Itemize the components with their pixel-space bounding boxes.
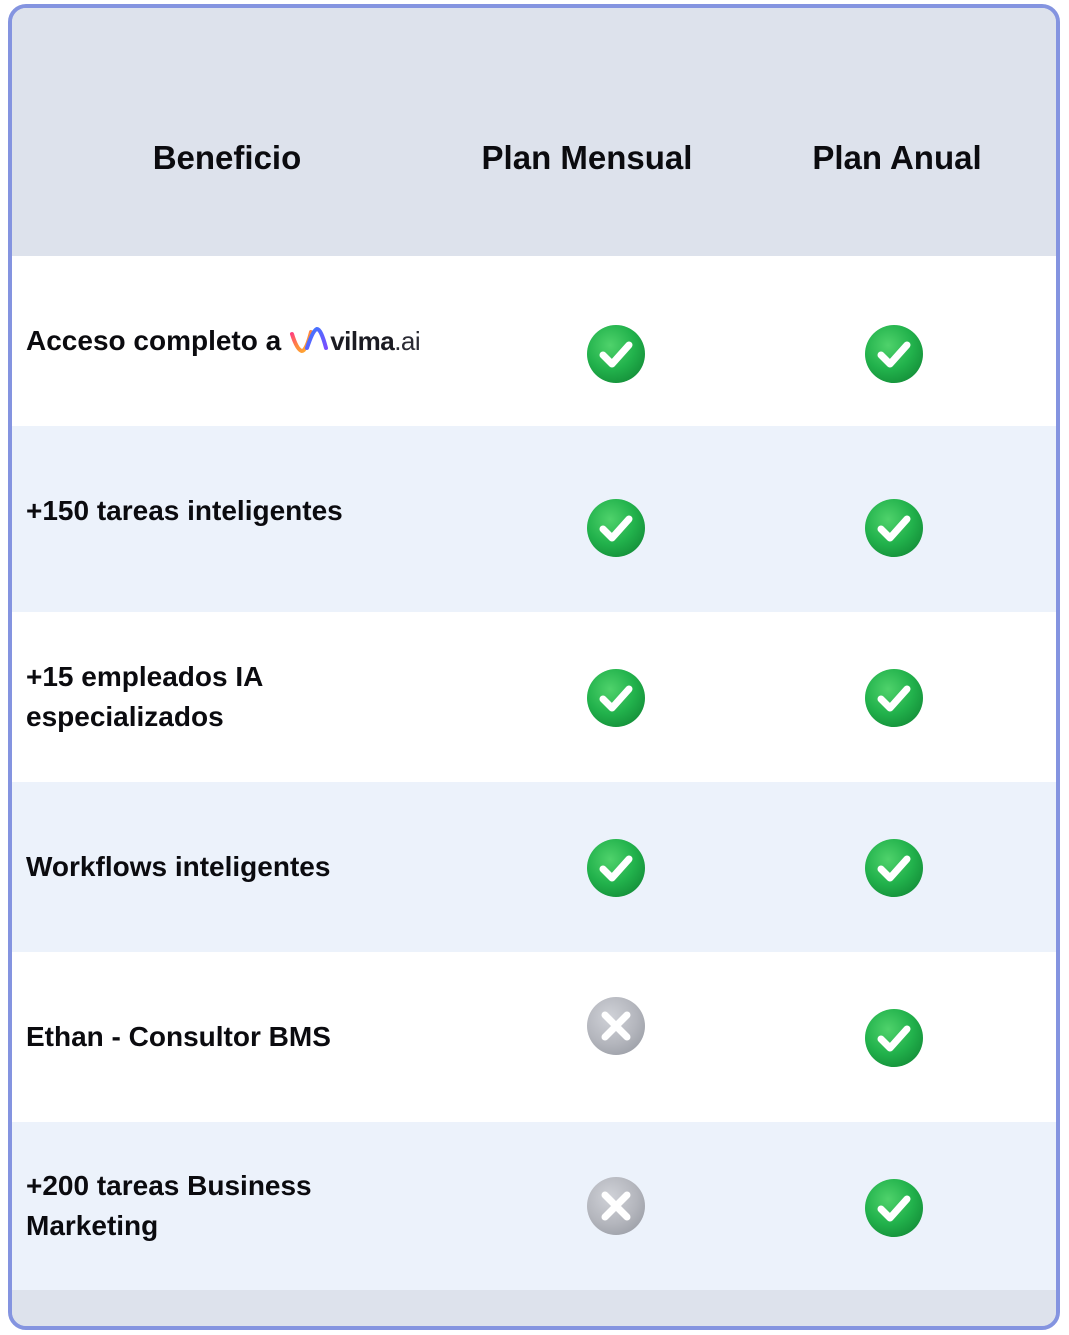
table-footer bbox=[12, 1290, 1056, 1330]
benefit-label bbox=[26, 952, 466, 1122]
check-icon bbox=[864, 1008, 924, 1068]
check-icon bbox=[586, 324, 646, 384]
check-icon bbox=[864, 324, 924, 384]
check-icon bbox=[864, 1178, 924, 1238]
benefit-text: Workflows inteligentes bbox=[26, 851, 331, 882]
cross-icon bbox=[586, 1176, 646, 1236]
benefit-label bbox=[26, 782, 466, 952]
header-monthly-plan: Plan Mensual bbox=[481, 139, 693, 176]
table-row bbox=[12, 256, 1056, 426]
table-row bbox=[12, 426, 1056, 612]
check-icon bbox=[586, 838, 646, 898]
vilma-logo bbox=[289, 321, 420, 361]
check-icon bbox=[864, 838, 924, 898]
benefit-text: +15 empleados IA especializados bbox=[26, 661, 263, 732]
check-icon bbox=[864, 668, 924, 728]
header-benefit: Beneficio bbox=[152, 139, 302, 176]
table-row bbox=[12, 782, 1056, 952]
benefit-label bbox=[26, 612, 466, 782]
benefit-label bbox=[26, 426, 466, 612]
table-header bbox=[12, 8, 1056, 256]
check-icon bbox=[586, 668, 646, 728]
table-row bbox=[12, 612, 1056, 782]
cross-icon bbox=[586, 996, 646, 1056]
check-icon bbox=[586, 498, 646, 558]
benefit-label bbox=[26, 256, 466, 426]
header-annual-plan: Plan Anual bbox=[812, 139, 982, 176]
benefit-text: Acceso completo a bbox=[26, 325, 282, 356]
comparison-table bbox=[8, 4, 1060, 1330]
vilma-logo-icon bbox=[289, 324, 329, 358]
benefit-text: Ethan - Consultor BMS bbox=[26, 1021, 331, 1052]
table-row bbox=[12, 952, 1056, 1122]
benefit-text: +150 tareas inteligentes bbox=[26, 495, 343, 526]
benefit-text: +200 tareas Business Marketing bbox=[26, 1170, 312, 1241]
vilma-logo-text: vilma.ai bbox=[330, 326, 421, 356]
check-icon bbox=[864, 498, 924, 558]
benefit-label bbox=[26, 1122, 466, 1290]
table-row bbox=[12, 1122, 1056, 1290]
